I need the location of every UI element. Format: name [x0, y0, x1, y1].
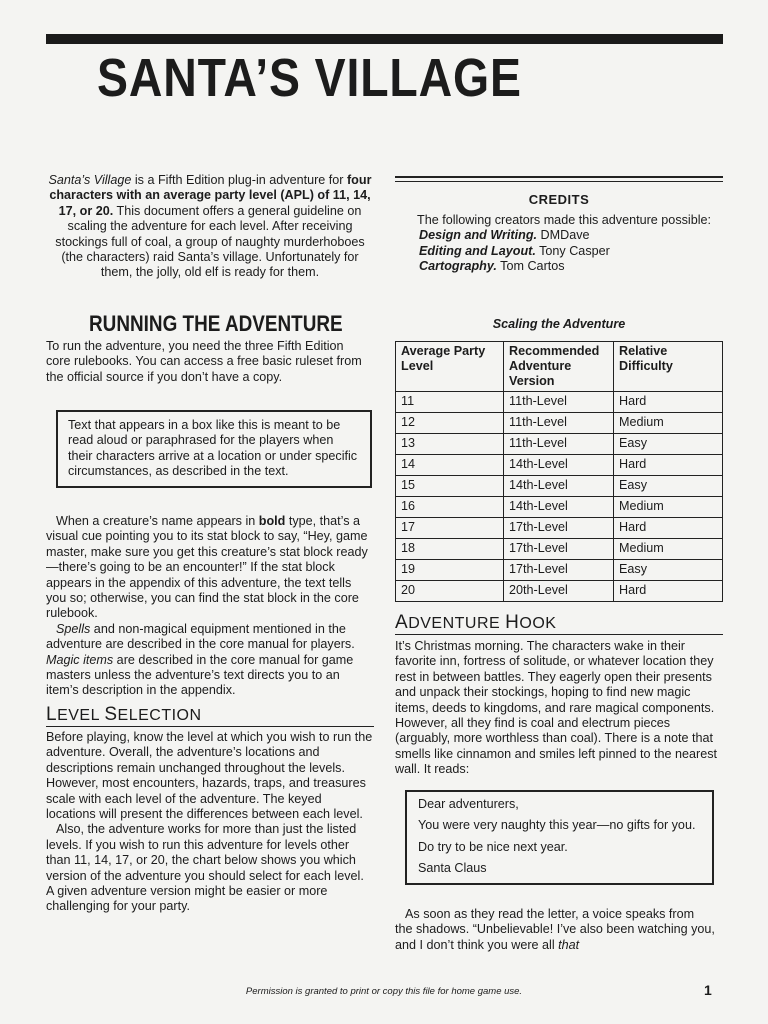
p3-spells: Spells: [56, 621, 91, 636]
table-row: [396, 392, 723, 413]
cell-version: 17th-Level: [504, 518, 614, 539]
cell-difficulty: Easy: [614, 476, 723, 497]
cell-version: 11th-Level: [504, 434, 614, 455]
adventure-hook-heading: [395, 612, 556, 634]
read-aloud-box: [56, 410, 372, 488]
cell-version: 17th-Level: [504, 560, 614, 581]
cell-version: 14th-Level: [504, 476, 614, 497]
lh-4: ELECTION: [117, 707, 202, 724]
level-paragraph-1: Before playing, know the level at which you wish to run the adventure. Overall, the adventure’s locations and descriptions remain unchanged throughout the levels. However, most encounters, hazards, traps, and treasures scale with each level of the adventure. The keyed locations will present the differences between each level.: [46, 730, 373, 822]
credits-rule: [395, 176, 723, 182]
cell-apl: 17: [396, 518, 504, 539]
header-difficulty: Relative Difficulty: [614, 342, 723, 392]
cell-difficulty: Hard: [614, 455, 723, 476]
credit-role: Design and Writing.: [419, 228, 538, 243]
level-paragraph-2: Also, the adventure works for more than just the listed levels. If you wish to run this adventure for levels other than 11, 14, 17, or 20, the chart below shows you which version of the adventure you should select for each level. A given adventure version might be easier or more challenging for your party.: [46, 822, 364, 914]
table-caption: Scaling the Adventure: [492, 317, 626, 331]
cell-difficulty: Easy: [614, 560, 723, 581]
p2-c: type, that’s a visual cue pointing you to its stat block to say, “Hey, game master, make sure you get this creature’s stat block ready—there’s going to be an encounter!” If the stat block appears in the appendix of this adventure, the text tells you so; otherwise, you can find the stat block in the core rulebook.: [46, 514, 368, 621]
table-row: [396, 497, 723, 518]
scaling-table: [395, 341, 723, 602]
p3-b: and non-magical equipment mentioned in the adventure are described in the core manual for players.: [46, 621, 355, 652]
level-heading-rule: [46, 726, 374, 727]
table-row: [396, 455, 723, 476]
letter-box: [405, 790, 714, 885]
cell-apl: 14: [396, 455, 504, 476]
cell-version: 11th-Level: [504, 392, 614, 413]
lh-2: EVEL: [57, 707, 105, 724]
cell-version: 20th-Level: [504, 581, 614, 602]
running-heading: RUNNING THE ADVENTURE: [89, 311, 343, 336]
cell-apl: 15: [396, 476, 504, 497]
footer-permission: Permission is granted to print or copy this file for home game use.: [245, 986, 523, 997]
intro-paragraph: [46, 173, 374, 281]
top-rule: [46, 34, 723, 44]
hh-3: H: [505, 612, 520, 633]
running-body: [46, 514, 374, 699]
table-header-row: [396, 342, 723, 392]
letter-line: Dear adventurers,: [418, 797, 519, 811]
cell-apl: 12: [396, 413, 504, 434]
level-selection-heading: [46, 704, 202, 726]
cell-difficulty: Medium: [614, 539, 723, 560]
cell-version: 11th-Level: [504, 413, 614, 434]
intro-text-2: This document offers a general guideline on scaling the adventure for each level. After receiving stockings full of coal, a group of naughty murderhoboes (the characters) raid Santa’s village. Unfortunately for them, the jolly, old elf is ready for them.: [55, 203, 365, 280]
letter-line: You were very naughty this year—no gifts for you.: [418, 818, 696, 833]
hook-heading-rule: [395, 634, 723, 635]
read-aloud-text: Text that appears in a box like this is meant to be read aloud or paraphrased for the players when their characters arrive at a location or under specific circumstances, as described in the text.: [68, 418, 358, 479]
cell-difficulty: Hard: [614, 518, 723, 539]
table-row: [396, 413, 723, 434]
level-body: [46, 730, 374, 915]
cell-difficulty: Medium: [614, 413, 723, 434]
p3-magic-items: Magic items: [46, 652, 114, 667]
hook-paragraph-1: It’s Christmas morning. The characters wake in their favorite inn, fortress of solitude, or whatever location they rest in between battles. They eagerly open their presents and unpack their stockings, hoping to find new magic items, deeds to kingdoms, and rare magical components. However, all they find is coal and electrum pieces (arguably, more worthless than coal). There is a note that smells like cinnamon and smiles left pinned to the nearest wall. It reads:: [395, 639, 718, 777]
lh-1: L: [46, 704, 58, 725]
p3-d: are described in the core manual for game masters unless the adventure’s text directs you to an item’s description in the appendix.: [46, 652, 354, 698]
hh-1: A: [395, 612, 409, 633]
credit-name: Tom Cartos: [496, 259, 565, 274]
credits-intro: The following creators made this adventure possible:: [417, 213, 712, 227]
hook-paragraph-2: [395, 907, 715, 953]
intro-text-1: is a Fifth Edition plug-in adventure for: [131, 173, 347, 187]
running-paragraph-3: [46, 622, 374, 699]
cell-apl: 11: [396, 392, 504, 413]
p2-bold: bold: [258, 514, 286, 528]
table-row: [396, 476, 723, 497]
table-row: [396, 539, 723, 560]
cell-apl: 18: [396, 539, 504, 560]
cell-version: 14th-Level: [504, 455, 614, 476]
running-paragraph-2: [46, 514, 374, 622]
p2-a: When a creature’s name appears in: [56, 514, 259, 528]
page-title: SANTA’S VILLAGE: [97, 48, 522, 108]
header-version: Recommended Adventure Version: [504, 342, 614, 392]
credit-line-cartography: [395, 259, 723, 274]
credit-line-design: [395, 228, 723, 243]
header-apl: Average Party Level: [396, 342, 504, 392]
table-row: [396, 518, 723, 539]
intro-bold: four characters with an average party level (APL) of 11, 14, 17, or 20.: [49, 173, 372, 218]
cell-apl: 19: [396, 560, 504, 581]
letter-line: Do try to be nice next year.: [418, 839, 568, 854]
credits-heading: CREDITS: [528, 192, 590, 207]
credit-role: Cartography.: [419, 259, 497, 274]
page-number: 1: [704, 982, 712, 998]
intro-title: Santa’s Village: [48, 173, 132, 187]
cell-apl: 20: [396, 581, 504, 602]
cell-difficulty: Hard: [614, 392, 723, 413]
cell-version: 17th-Level: [504, 539, 614, 560]
hook-p2-that: that: [558, 937, 580, 952]
running-paragraph-1: To run the adventure, you need the three Fifth Edition core rulebooks. You can access a free basic ruleset from the official source if you don’t have a copy.: [46, 339, 362, 384]
hh-2: DVENTURE: [408, 615, 506, 632]
cell-difficulty: Easy: [614, 434, 723, 455]
cell-version: 14th-Level: [504, 497, 614, 518]
cell-difficulty: Hard: [614, 581, 723, 602]
credit-name: Tony Casper: [535, 243, 610, 258]
lh-3: S: [104, 704, 118, 725]
hh-4: OOK: [519, 615, 557, 632]
cell-apl: 16: [396, 497, 504, 518]
cell-apl: 13: [396, 434, 504, 455]
credit-line-editing: [395, 244, 723, 259]
credit-name: DMDave: [537, 228, 590, 243]
table-row: [396, 434, 723, 455]
credits-box: [395, 176, 723, 275]
cell-difficulty: Medium: [614, 497, 723, 518]
table-row: [396, 581, 723, 602]
credit-role: Editing and Layout.: [419, 243, 536, 258]
table-row: [396, 560, 723, 581]
letter-line: Santa Claus: [418, 861, 487, 876]
hook-p2-a: As soon as they read the letter, a voice speaks from the shadows. “Unbelievable! I’ve also been watching you, and I don’t think you were all: [395, 907, 715, 952]
